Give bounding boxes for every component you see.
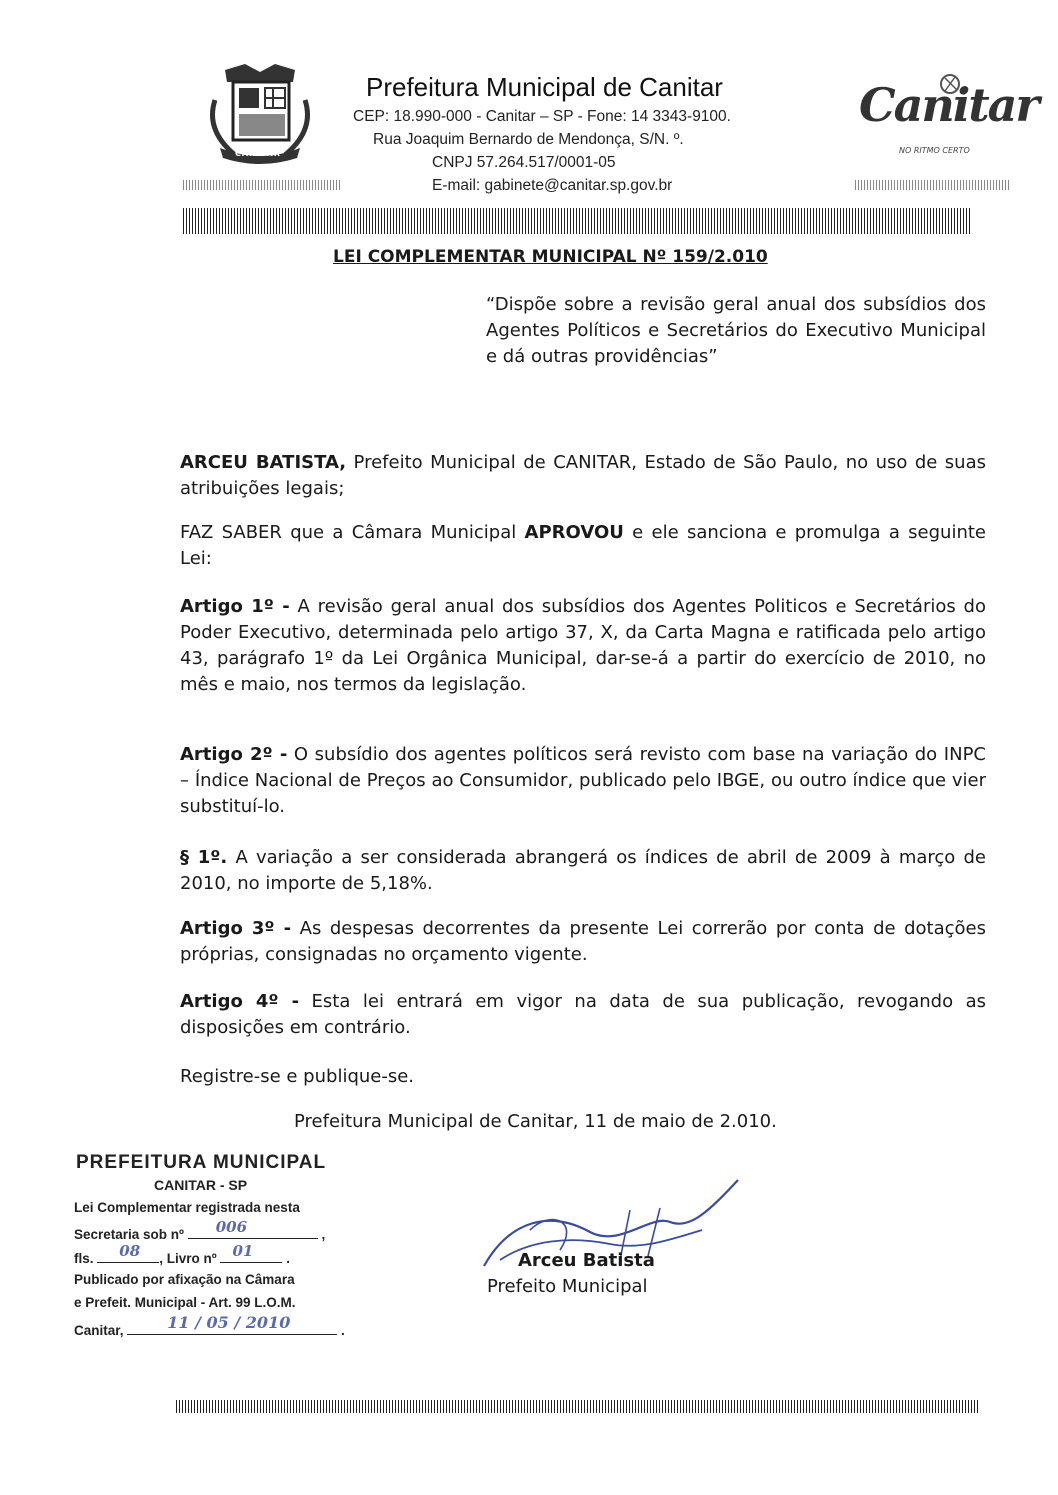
- article-1: [180, 594, 986, 698]
- article-4: [180, 989, 986, 1041]
- stamp-date-value: 11 / 05 / 2010: [167, 1313, 291, 1332]
- registration-stamp: [68, 1150, 368, 1350]
- stamp-line6: Publicado por afixação na Câmara: [74, 1272, 295, 1287]
- paragraph-1: [180, 845, 986, 897]
- stamp-secretaria-field: [188, 1218, 318, 1239]
- faz-saber-b: e ele sanciona e promulga a seguinte Lei:: [180, 522, 986, 569]
- stamp-fls-field: [97, 1242, 159, 1263]
- article-3: [180, 916, 986, 968]
- stamp-line4: Secretaria sob nº 006 ,: [74, 1218, 326, 1242]
- article-4-label: Artigo 4º -: [180, 991, 300, 1012]
- stamp-fls-value: 08: [119, 1242, 141, 1260]
- stamp-livro-field: [220, 1242, 282, 1263]
- article-2-label: Artigo 2º -: [180, 744, 288, 765]
- signer-name: Arceu Batista: [518, 1250, 655, 1271]
- faz-saber-bold: APROVOU: [524, 522, 624, 543]
- signer-role: Prefeito Municipal: [487, 1276, 648, 1297]
- header-divider-bar: [183, 208, 971, 234]
- stamp-line5: fls. 08 , Livro nº 01 .: [74, 1242, 290, 1266]
- place-date: Prefeitura Municipal de Canitar, 11 de maio de 2.010.: [294, 1111, 777, 1132]
- article-4-text: Esta lei entrará em vigor na data de sua publicação, revogando as disposições em contrário.: [180, 991, 986, 1038]
- canitar-logo: [855, 72, 1038, 164]
- intro-name: ARCEU BATISTA,: [180, 452, 347, 473]
- header-cnpj: CNPJ 57.264.517/0001-05: [432, 154, 616, 171]
- header-email: E-mail: gabinete@canitar.sp.gov.br: [432, 177, 673, 194]
- stamp-livro-label: , Livro nº: [159, 1251, 217, 1266]
- header-address-line1: CEP: 18.990-000 - Canitar – SP - Fone: 14 3343-9100.: [353, 108, 731, 125]
- stamp-fls-label: fls.: [74, 1251, 94, 1266]
- intro-text: Prefeito Municipal de CANITAR, Estado de São Paulo, no uso de suas atribuições legais;: [180, 452, 986, 499]
- stamp-line8: Canitar, 11 / 05 / 2010 .: [74, 1313, 345, 1338]
- stamp-secretaria-value: 006: [215, 1218, 248, 1236]
- stamp-secretaria-label: Secretaria sob nº: [74, 1227, 184, 1242]
- stamp-canitar-label: Canitar,: [74, 1323, 124, 1338]
- paragraph-1-label: § 1º.: [180, 847, 228, 868]
- document-ementa: “Dispõe sobre a revisão geral anual dos subsídios dos Agentes Políticos e Secretários do Executivo Municipal e dá outras providências”: [486, 294, 986, 367]
- logo-tagline: NO RITMO CERTO: [899, 146, 970, 155]
- faz-saber-a: FAZ SABER que a Câmara Municipal: [180, 522, 525, 543]
- document-title: LEI COMPLEMENTAR MUNICIPAL Nº 159/2.010: [333, 247, 768, 267]
- stamp-line7: e Prefeit. Municipal - Art. 99 L.O.M.: [74, 1295, 296, 1310]
- crest-ribbon-text: CANITAR: [235, 149, 281, 158]
- crest-underbar: [183, 180, 341, 190]
- article-1-label: Artigo 1º -: [180, 596, 290, 617]
- article-1-text: A revisão geral anual dos subsídios dos Agentes Politicos e Secretários do Poder Executivo, determinada pelo artigo 37, X, da Carta Magna e ratificada pelo artigo 43, parágrafo 1º da Lei Orgânica Municipal, dar-se-á a partir do exercício de 2010, no mês e maio, nos termos da legislação.: [180, 596, 986, 695]
- logo-underbar: [855, 180, 1010, 190]
- intro-paragraph: [180, 450, 986, 502]
- logo-wordmark: Canitar: [859, 78, 1038, 132]
- stamp-livro-value: 01: [232, 1242, 254, 1260]
- paragraph-1-text: A variação a ser considerada abrangerá os índices de abril de 2009 à março de 2010, no importe de 5,18%.: [180, 847, 987, 894]
- stamp-line2: CANITAR - SP: [154, 1177, 248, 1193]
- article-3-label: Artigo 3º -: [180, 918, 292, 939]
- footer-divider-bar: [176, 1400, 980, 1413]
- article-2: [180, 742, 986, 820]
- header-address-line2: Rua Joaquim Bernardo de Mendonça, S/N. º.: [373, 131, 684, 148]
- municipal-crest: [195, 60, 325, 170]
- faz-saber-paragraph: [180, 520, 986, 572]
- header-title: Prefeitura Municipal de Canitar: [366, 72, 723, 102]
- stamp-line1: PREFEITURA MUNICIPAL: [76, 1152, 327, 1173]
- article-3-text: As despesas decorrentes da presente Lei correrão por conta de dotações próprias, consignadas no orçamento vigente.: [180, 918, 987, 965]
- stamp-line3: Lei Complementar registrada nesta: [74, 1200, 300, 1215]
- registre-line: Registre-se e publique-se.: [180, 1066, 415, 1087]
- article-2-text: O subsídio dos agentes políticos será revisto com base na variação do INPC – Índice Nacional de Preços ao Consumidor, publicado pelo IBGE, ou outro índice que vier substituí-lo.: [180, 744, 986, 817]
